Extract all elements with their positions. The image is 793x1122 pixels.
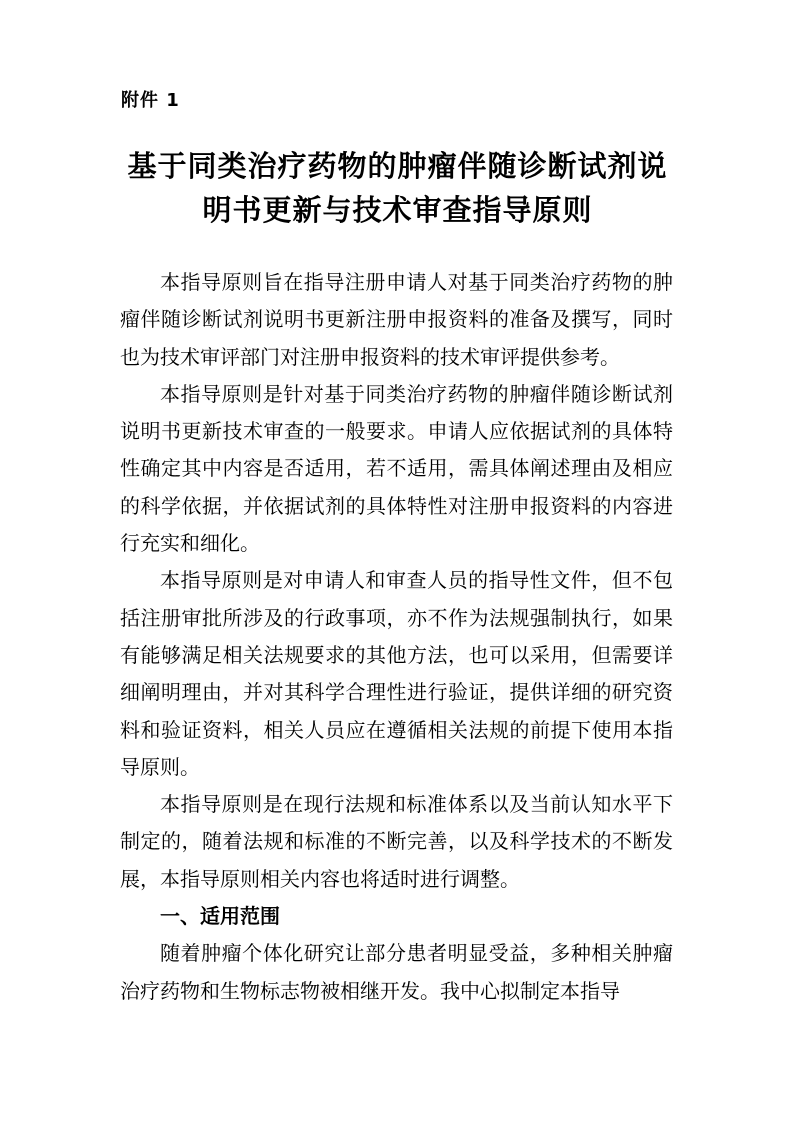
attachment-label: 附件 1 (121, 90, 180, 111)
section-heading: 一、适用范围 (160, 904, 280, 929)
paragraph-guidance-nature: 本指导原则是对申请人和审查人员的指导性文件，但不包括注册审批所涉及的行政事项，亦不作为法规强制执行，如果有能够满足相关法规要求的其他方法，也可以采用，但需要详细阐明理由，并对其科学合理性进行验证，提供详细的研究资料和验证资料，相关人员应在遵循相关法规的前提下使用本指导原则。 (120, 568, 673, 779)
title-line-1: 基于同类治疗药物的肿瘤伴随诊断试剂说 (127, 149, 668, 183)
title-line-2: 明书更新与技术审查指导原则 (202, 193, 593, 227)
document-title (110, 144, 685, 232)
document-body (120, 264, 673, 1010)
paragraph-scope-requirements: 本指导原则是针对基于同类治疗药物的肿瘤伴随诊断试剂说明书更新技术审查的一般要求。申请人应依据试剂的具体特性确定其中内容是否适用，若不适用，需具体阐述理由及相应的科学依据，并依据试剂的具体特性对注册申报资料的内容进行充实和细化。 (120, 381, 673, 556)
paragraph-section-1: 随着肿瘤个体化研究让部分患者明显受益，多种相关肿瘤治疗药物和生物标志物被相继开发。我中心拟制定本指导 (120, 941, 673, 1003)
paragraph-purpose: 本指导原则旨在指导注册申请人对基于同类治疗药物的肿瘤伴随诊断试剂说明书更新注册申报资料的准备及撰写，同时也为技术审评部门对注册申报资料的技术审评提供参考。 (120, 270, 673, 369)
paragraph-adjustment: 本指导原则是在现行法规和标准体系以及当前认知水平下制定的，随着法规和标准的不断完善，以及科学技术的不断发展，本指导原则相关内容也将适时进行调整。 (120, 792, 673, 891)
